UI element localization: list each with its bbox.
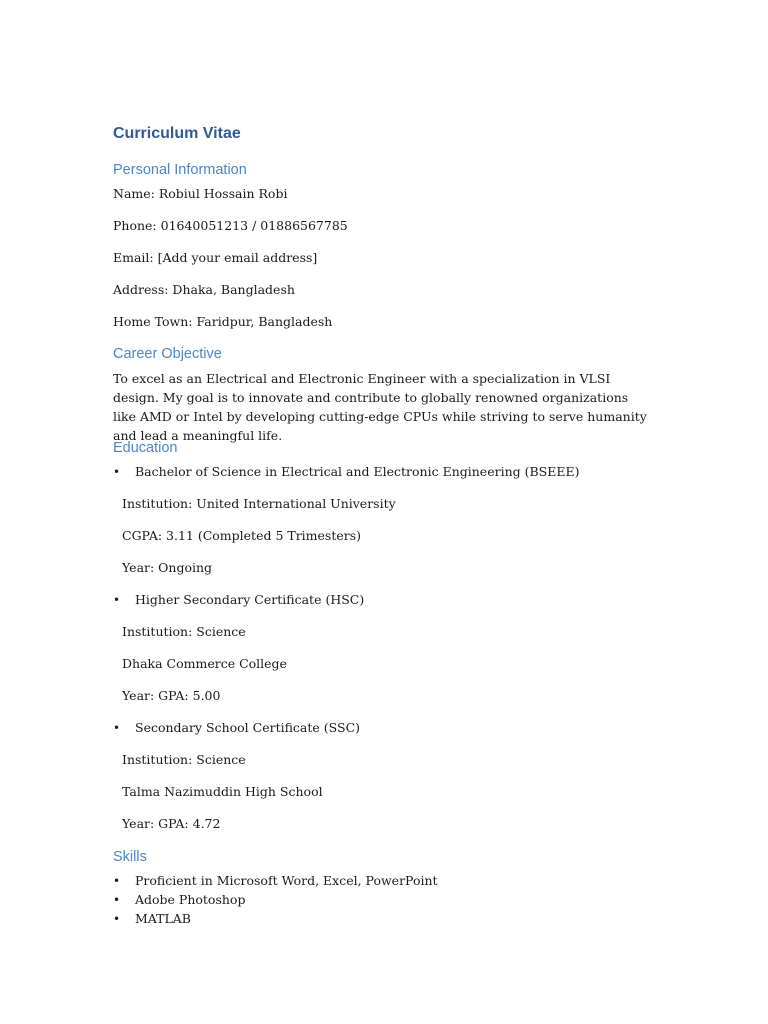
education-item-hsc: [113, 592, 364, 608]
bullet-icon: •: [113, 465, 121, 479]
skill-label: Proficient in Microsoft Word, Excel, PowerPoint: [135, 873, 438, 888]
bullet-icon: •: [113, 593, 121, 607]
name-line: Name: Robiul Hossain Robi: [113, 186, 288, 201]
education-detail: Talma Nazimuddin High School: [122, 784, 323, 799]
skill-label: MATLAB: [135, 911, 191, 926]
email-line: Email: [Add your email address]: [113, 250, 318, 265]
education-item-ssc: [113, 720, 360, 736]
degree-label: Higher Secondary Certificate (HSC): [135, 592, 365, 607]
skills-heading: Skills: [113, 849, 147, 865]
education-detail: CGPA: 3.11 (Completed 5 Trimesters): [122, 528, 362, 543]
address-line: Address: Dhaka, Bangladesh: [113, 282, 295, 297]
personal-info-heading: Personal Information: [113, 162, 247, 178]
career-objective-heading: Career Objective: [113, 346, 222, 362]
education-detail: Year: GPA: 4.72: [122, 816, 221, 831]
degree-label: Secondary School Certificate (SSC): [135, 720, 361, 735]
bullet-icon: •: [113, 893, 121, 907]
hometown-line: Home Town: Faridpur, Bangladesh: [113, 314, 333, 329]
degree-label: Bachelor of Science in Electrical and Electronic Engineering (BSEEE): [135, 464, 580, 479]
skill-label: Adobe Photoshop: [135, 892, 246, 907]
career-objective-text: To excel as an Electrical and Electronic Engineer with a specialization in VLSI design. My goal is to innovate and contribute to globally renowned organizations like AMD or Intel by developing cutting-edge CPUs while striving to serve humanity and lead a meaningful life.: [113, 371, 647, 443]
bullet-icon: •: [113, 912, 121, 926]
education-item-bsc: [113, 464, 579, 480]
education-detail: Year: GPA: 5.00: [122, 688, 221, 703]
skill-item: [113, 911, 191, 927]
education-detail: Institution: United International University: [122, 496, 396, 511]
education-detail: Institution: Science: [122, 624, 246, 639]
skill-item: [113, 873, 438, 889]
document-title: Curriculum Vitae: [113, 125, 241, 142]
skill-item: [113, 892, 245, 908]
bullet-icon: •: [113, 721, 121, 735]
education-detail: Institution: Science: [122, 752, 246, 767]
education-detail: Year: Ongoing: [122, 560, 213, 575]
education-heading: Education: [113, 440, 178, 456]
bullet-icon: •: [113, 874, 121, 888]
education-detail: Dhaka Commerce College: [122, 656, 287, 671]
phone-line: Phone: 01640051213 / 01886567785: [113, 218, 348, 233]
